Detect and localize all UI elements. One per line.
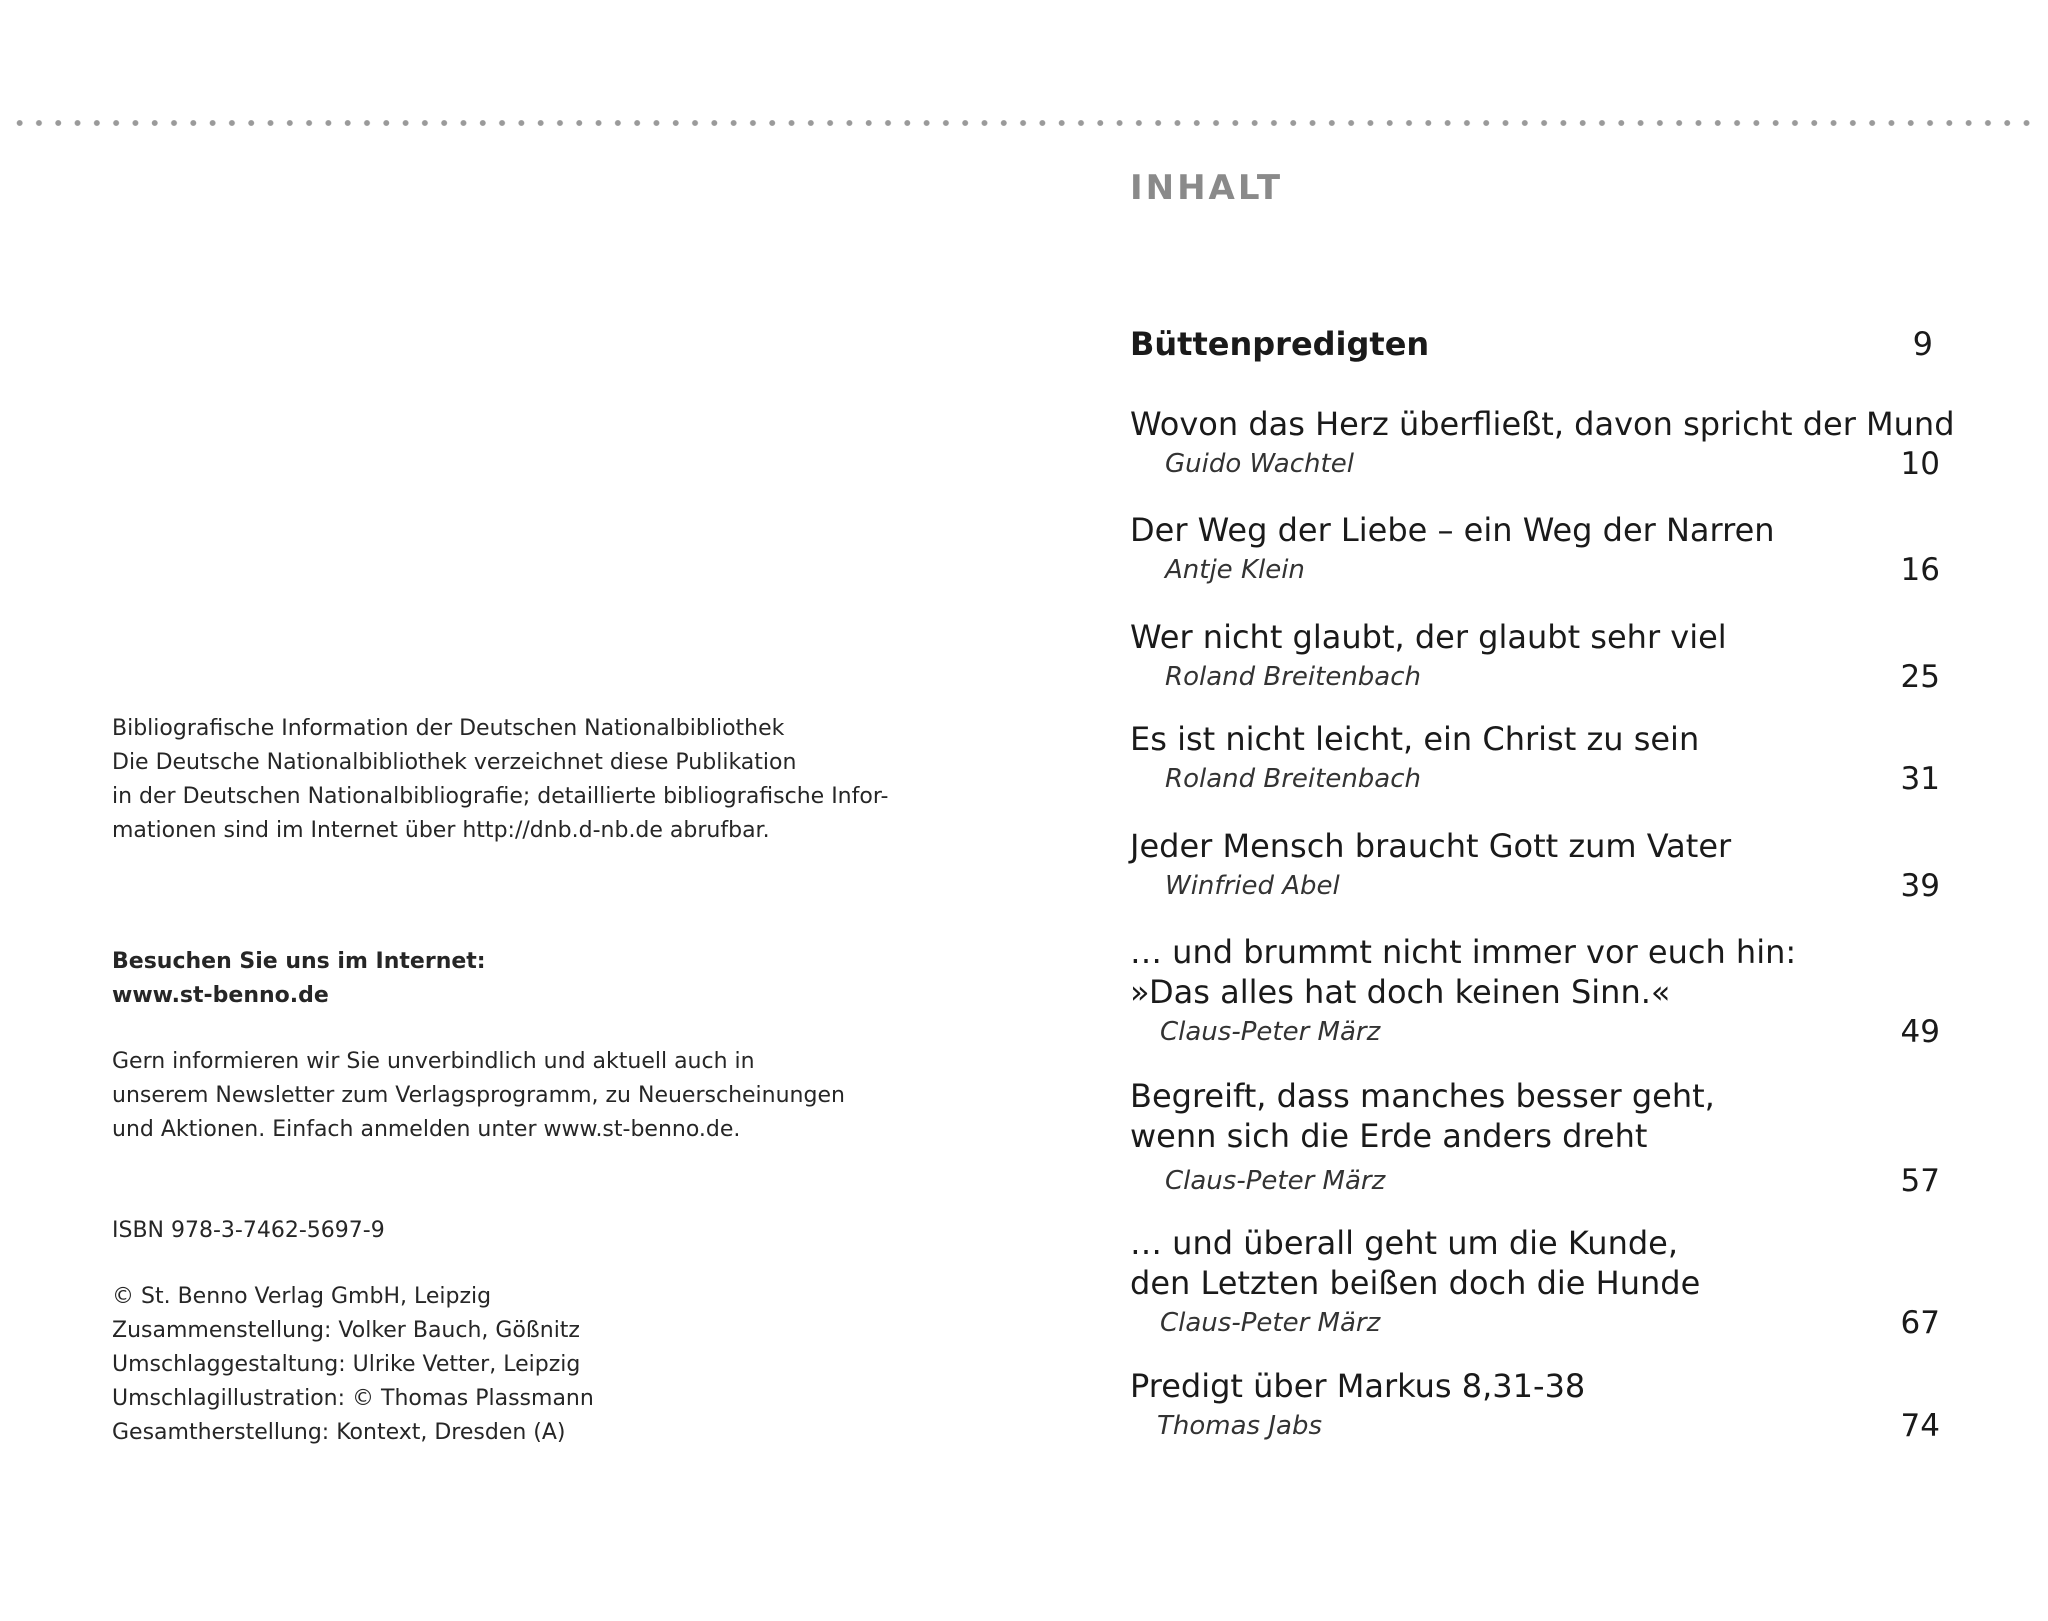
visit-url[interactable]: www.st-benno.de: [112, 983, 329, 1008]
toc-entry-page: 74: [1900, 1408, 1940, 1444]
newsletter-line: Gern informieren wir Sie unverbindlich und aktuell auch in: [112, 1049, 755, 1074]
toc-entry-page: 57: [1900, 1163, 1940, 1199]
toc-entry-author: Guido Wachtel: [1165, 449, 1354, 479]
toc-entry-title: »Das alles hat doch keinen Sinn.«: [1130, 973, 1671, 1011]
credit-line: Zusammenstellung: Volker Bauch, Gößnitz: [112, 1318, 580, 1343]
toc-entry-author: Claus-Peter März: [1160, 1017, 1381, 1047]
dnb-line: Bibliografische Information der Deutschen Nationalbibliothek: [112, 716, 785, 741]
toc-entry-author: Antje Klein: [1165, 555, 1305, 585]
toc-entry-page: 10: [1900, 446, 1940, 482]
toc-entry-page: 67: [1900, 1305, 1940, 1341]
toc-entry-title: Der Weg der Liebe – ein Weg der Narren: [1130, 511, 1775, 549]
toc-entry-title: wenn sich die Erde anders dreht: [1130, 1117, 1648, 1155]
toc-entry-author: Winfried Abel: [1165, 871, 1340, 901]
credits: [112, 1280, 594, 1450]
visit-block: [112, 945, 486, 1013]
newsletter-line: unserem Newsletter zum Verlagsprogramm, zu Neuerscheinungen: [112, 1083, 845, 1108]
toc-entry-title: Predigt über Markus 8,31-38: [1130, 1367, 1586, 1405]
toc-entry-page: 25: [1900, 659, 1940, 695]
toc-entry-page: 16: [1900, 552, 1940, 588]
toc-section: [1130, 325, 1933, 363]
toc-entry: [1130, 1223, 1940, 1343]
credit-line: Gesamtherstellung: Kontext, Dresden (A): [112, 1420, 566, 1445]
dnb-info: [112, 712, 888, 848]
dnb-line: Die Deutsche Nationalbibliothek verzeichnet diese Publikation: [112, 750, 797, 775]
dotted-rule: [10, 118, 2040, 128]
toc-entry-author: Roland Breitenbach: [1165, 764, 1422, 794]
toc-entry-title: Jeder Mensch braucht Gott zum Vater: [1130, 827, 1732, 865]
toc-entry-page: 31: [1900, 761, 1940, 797]
toc-entry-title: … und brummt nicht immer vor euch hin:: [1130, 933, 1797, 971]
toc-entry: [1130, 826, 1940, 906]
toc-entry-author: Claus-Peter März: [1165, 1166, 1386, 1196]
toc-entry-title: den Letzten beißen doch die Hunde: [1130, 1264, 1701, 1302]
toc-entry-author: Claus-Peter März: [1160, 1308, 1381, 1338]
toc-entry-page: 49: [1900, 1014, 1940, 1050]
toc-entry: [1130, 617, 1940, 697]
toc-entry-author: Roland Breitenbach: [1165, 662, 1422, 692]
newsletter-info: [112, 1045, 845, 1147]
toc-entry: [1130, 1076, 1940, 1201]
toc-entry: [1130, 719, 1940, 799]
toc-heading: INHALT: [1130, 168, 1284, 208]
toc-entry-title: Wer nicht glaubt, der glaubt sehr viel: [1130, 618, 1727, 656]
toc-entry: [1130, 510, 1940, 590]
toc-section-title: Büttenpredigten: [1130, 325, 1430, 363]
toc-entry-page: 39: [1900, 868, 1940, 904]
credit-line: © St. Benno Verlag GmbH, Leipzig: [112, 1284, 492, 1309]
toc-entry-title: Es ist nicht leicht, ein Christ zu sein: [1130, 720, 1700, 758]
toc-entry: [1130, 404, 1955, 484]
toc-entry-title: Wovon das Herz überfließt, davon spricht der Mund: [1130, 405, 1955, 443]
credit-line: Umschlaggestaltung: Ulrike Vetter, Leipzig: [112, 1352, 581, 1377]
toc-entry-author: Thomas Jabs: [1157, 1411, 1322, 1441]
dnb-line: mationen sind im Internet über http://dnb.d-nb.de abrufbar.: [112, 818, 770, 843]
toc-entry: [1130, 1366, 1940, 1446]
toc-entry-title: Begreift, dass manches besser geht,: [1130, 1077, 1715, 1115]
credit-line: Umschlagillustration: © Thomas Plassmann: [112, 1386, 594, 1411]
visit-heading: Besuchen Sie uns im Internet:: [112, 949, 486, 974]
toc-entry-title: … und überall geht um die Kunde,: [1130, 1224, 1679, 1262]
toc-entry: [1130, 932, 1940, 1052]
dnb-line: in der Deutschen Nationalbibliografie; detaillierte bibliografische Infor-: [112, 784, 889, 809]
toc-section-page: 9: [1912, 325, 1933, 363]
isbn: ISBN 978-3-7462-5697-9: [112, 1218, 385, 1243]
newsletter-line: und Aktionen. Einfach anmelden unter www.st-benno.de.: [112, 1117, 741, 1142]
